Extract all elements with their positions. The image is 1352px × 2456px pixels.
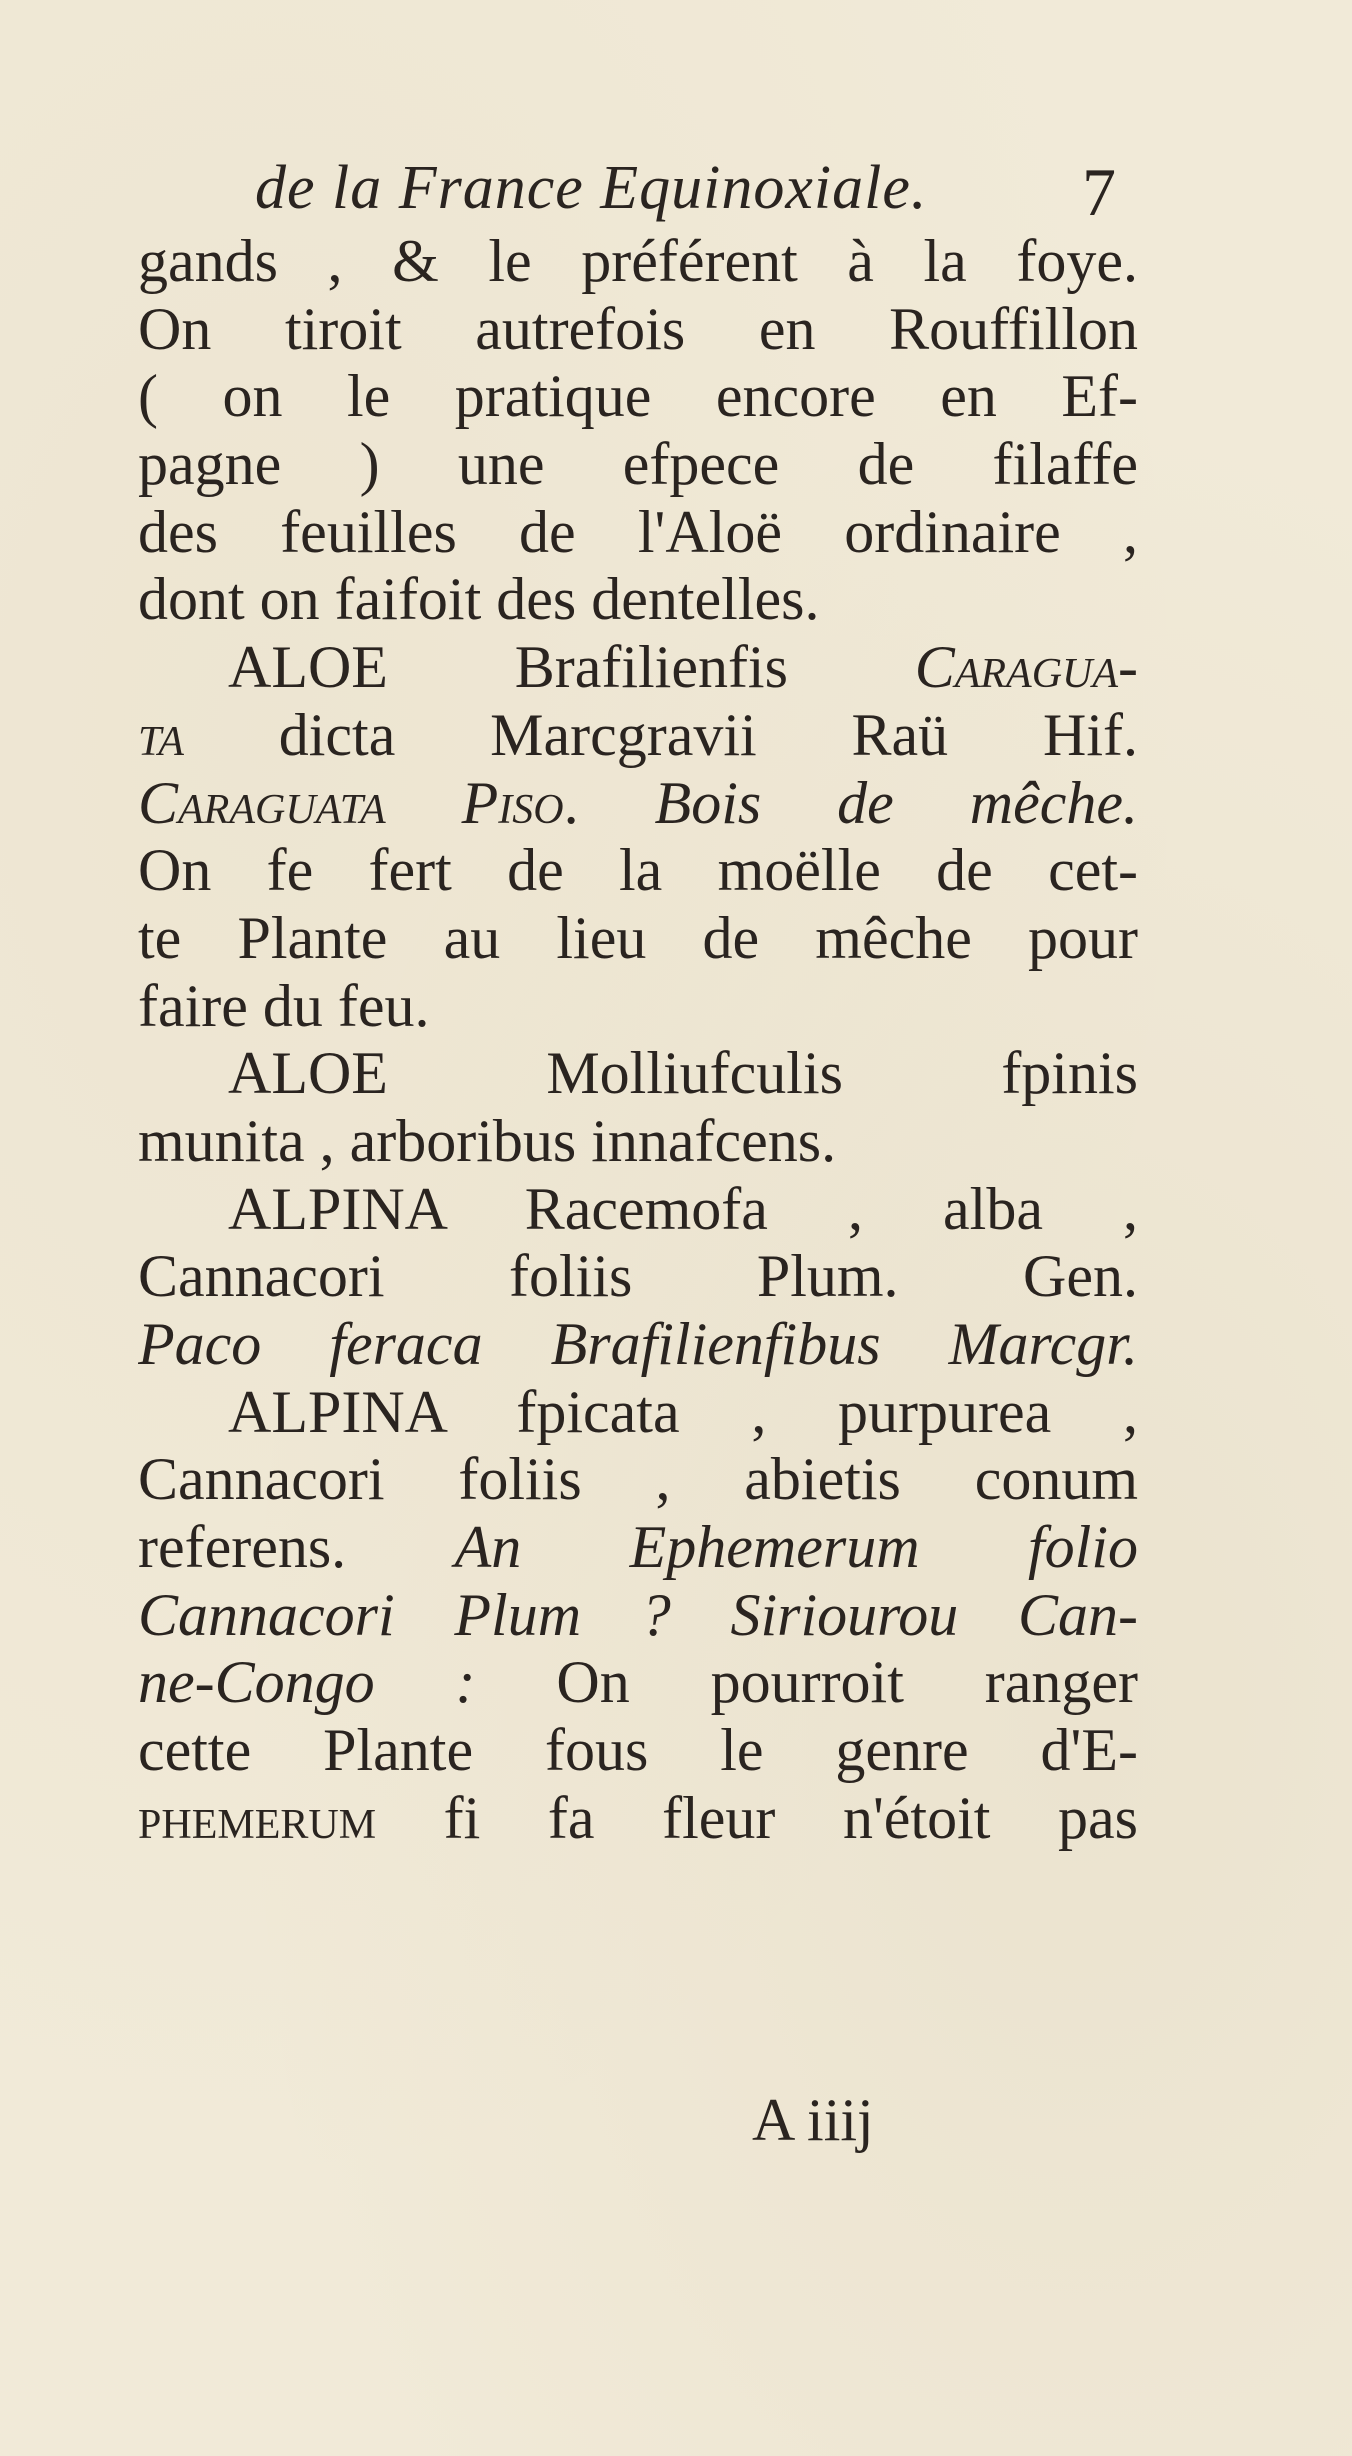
text-run: An Ephemerum folio <box>454 1514 1138 1581</box>
text-line <box>138 1040 1138 1108</box>
text-run: Paco feraca Brafilienfibus Marcgr. <box>138 1311 1138 1377</box>
text-run: . <box>563 769 655 836</box>
text-run: On fe fert de la moëlle de cet- <box>138 837 1138 904</box>
text-run: On pourroit ranger <box>475 1649 1138 1716</box>
text-run: ALPINA fpicata , purpurea , <box>228 1378 1138 1445</box>
text-run: dont on faifoit des dentelles. <box>138 566 820 633</box>
text-line <box>138 1379 1138 1447</box>
text-run: pagne ) une efpece de filaffe <box>138 431 1138 498</box>
text-line <box>138 1446 1138 1514</box>
text-line <box>138 1582 1138 1650</box>
text-run: ALOE Brafilienfis <box>228 634 915 701</box>
text-line <box>138 499 1138 567</box>
text-line <box>138 1176 1138 1244</box>
text-run: cette Plante fous le genre d'E- <box>138 1717 1138 1784</box>
text-line <box>138 1649 1138 1717</box>
text-line <box>138 973 1138 1041</box>
text-run: Cannacori Plum ? Siriourou Can- <box>138 1581 1138 1648</box>
text-run: Cannacori foliis , abietis conum <box>138 1446 1138 1513</box>
text-run: des feuilles de l'Aloë ordinaire , <box>138 498 1138 565</box>
text-run: ( on le pratique encore en Ef- <box>138 363 1138 430</box>
signature-mark: A iiij <box>752 2087 874 2153</box>
text-line <box>138 770 1138 838</box>
page-header <box>0 148 1352 228</box>
text-line <box>138 1514 1138 1582</box>
text-run: munita , arboribus innafcens. <box>138 1107 837 1174</box>
text-line <box>138 837 1138 905</box>
text-run: dicta Marcgravii Raü Hif. <box>183 701 1138 768</box>
text-line <box>138 1243 1138 1311</box>
text-line <box>138 634 1138 702</box>
text-run: ALPINA Racemofa , alba , <box>228 1175 1138 1242</box>
text-line <box>138 1785 1138 1853</box>
text-run: faire du feu. <box>138 972 430 1039</box>
running-title: de la France Equinoxiale. <box>255 154 928 222</box>
text-line <box>138 1311 1138 1379</box>
text-line <box>138 1717 1138 1785</box>
text-run: Caraguata Piso <box>138 769 564 836</box>
text-run: te Plante au lieu de mêche pour <box>138 904 1138 971</box>
text-run: On tiroit autrefois en Rouffillon <box>138 295 1138 362</box>
text-run: Caraguа- <box>914 634 1138 701</box>
text-run: Bois de mêche. <box>654 769 1138 836</box>
text-line <box>138 905 1138 973</box>
body-text <box>138 228 1138 1853</box>
text-run: Cannacori foliis Plum. Gen. <box>138 1243 1138 1310</box>
text-line <box>138 1108 1138 1176</box>
text-run: fi fa fleur n'étoit pas <box>376 1784 1138 1851</box>
text-line <box>138 296 1138 364</box>
text-run: ne-Congo : <box>138 1649 476 1716</box>
text-line <box>138 363 1138 431</box>
text-run: gands , & le préférent à la foye. <box>138 228 1138 294</box>
text-line <box>138 431 1138 499</box>
text-line <box>138 228 1138 296</box>
text-run: referens. <box>138 1514 455 1581</box>
text-run: ta <box>138 701 184 768</box>
text-run: phemerum <box>138 1784 377 1851</box>
page-number: 7 <box>1082 154 1116 230</box>
text-run: ALOE Molliufculis fpinis <box>228 1040 1138 1107</box>
text-line <box>138 702 1138 770</box>
text-line <box>138 566 1138 634</box>
